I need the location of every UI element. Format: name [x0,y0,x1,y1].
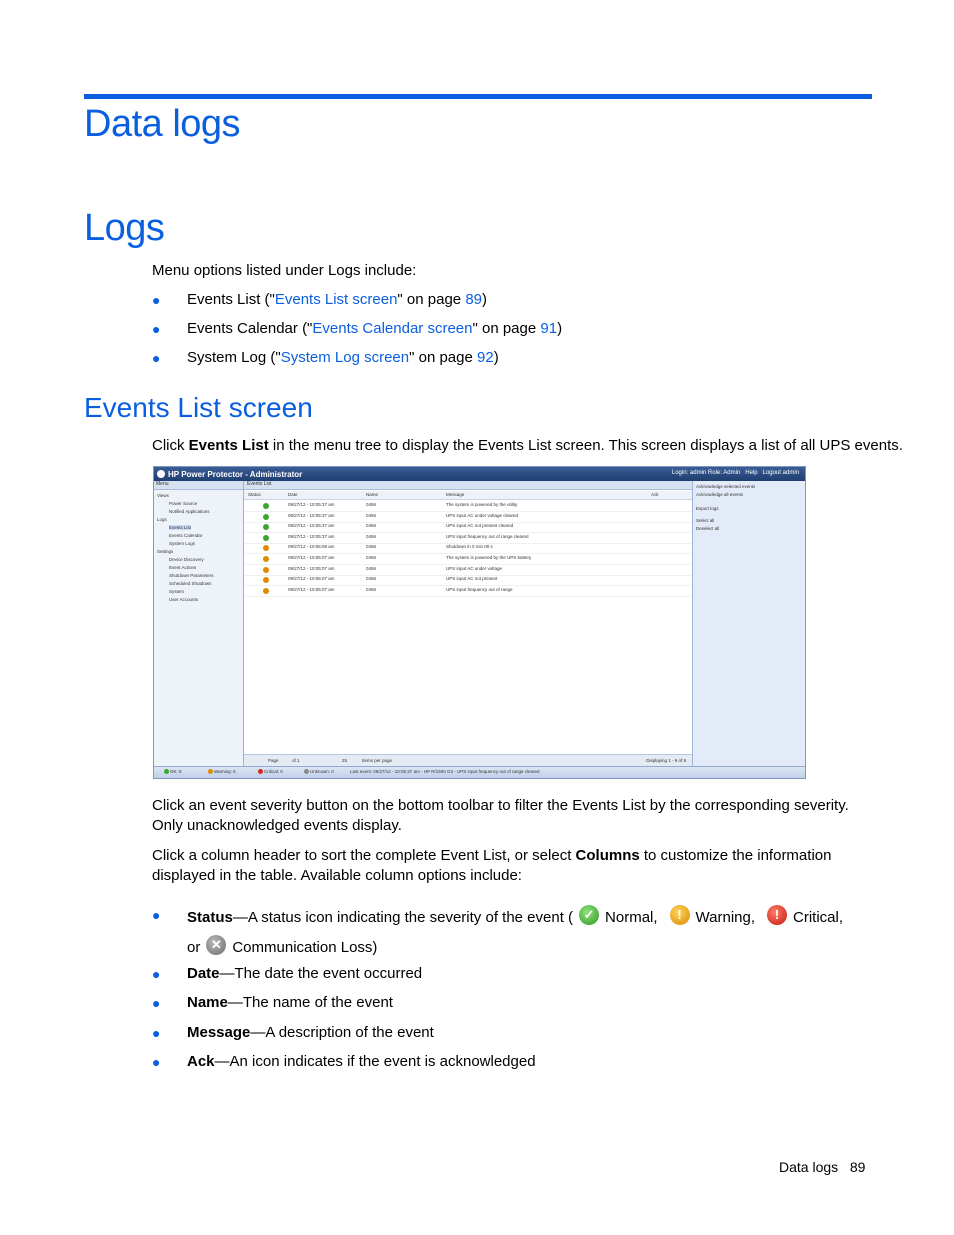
event-status-icon [263,524,269,530]
bullet-icon: ● [152,321,161,337]
event-name: 0456 [366,533,377,539]
tree-item: User Accounts [169,597,199,602]
event-date: 09/27/12 - 10:05:37 am [288,502,335,507]
event-name: 0456 [366,523,377,529]
tree-item: Power Source [169,501,198,506]
status-toolbar [154,766,805,778]
page-link[interactable]: 89 [465,291,482,308]
event-msg: UPS input AC under voltage cleared [446,512,519,518]
action-item: Select all [696,518,715,523]
event-name: 0456 [366,512,377,518]
event-msg: The system is powered by the utility [446,502,518,507]
column-header: Status [248,492,261,497]
column-header: Date [288,492,298,497]
action-item: Export logs [696,506,719,511]
bullet-icon: ● [152,1054,161,1070]
column-header: Name [366,492,379,497]
event-name: 0456 [366,502,377,507]
warning-filter-button: Warning: 5 [208,769,236,776]
event-status-icon [263,577,269,583]
event-date: 09/27/12 - 10:05:37 am [288,533,335,539]
event-date: 09/27/12 - 10:05:07 am [288,576,335,582]
column-headers [244,491,692,500]
tree-item: System Logs [169,541,196,546]
event-msg: Shutdown in 0 min 00 s [446,544,493,550]
page-title: Data logs [84,103,241,145]
action-item: Acknowledge all events [696,492,744,497]
comm-loss-status-icon: ✕ [206,935,226,955]
event-msg: UPS input frequency out of range cleared [446,533,529,539]
event-status-icon [263,588,269,594]
tree-item: Views [157,493,169,498]
page-link[interactable]: 91 [540,320,558,337]
event-row [244,522,692,533]
tree-item: System [169,589,185,594]
click-paragraph: Click Events List in the menu tree to display the Events List screen. This screen displays a list of all UPS events. [152,437,903,454]
event-date: 09/27/12 - 10:05:07 am [288,565,335,571]
event-name: 0456 [366,586,377,592]
column-header: Message [446,492,465,497]
event-msg: UPS input AC under voltage [446,565,503,571]
event-row [244,501,692,512]
event-name: 0456 [366,544,377,550]
login-info: Login: admin Role: Admin Help Logout admin [671,470,799,476]
app-title: HP Power Protector - Administrator [168,470,303,479]
event-status-icon [263,545,269,551]
section-title: Logs [84,207,165,249]
event-msg: UPS input frequency out of range [446,586,513,592]
event-row [244,575,692,586]
tree-item: Shutdown Parameters [169,573,214,578]
section-link[interactable]: Events Calendar screen [312,320,473,337]
event-status-icon [263,514,269,520]
critical-filter-button: Critical: 0 [258,769,283,776]
tree-item: Scheduled Shutdown [169,581,212,586]
last-event: Last event: 09/27/12 - 10:05:37 am - HP R/1500 G3 - UPS input frequency out of range cleared [350,769,540,774]
app-titlebar [154,467,805,481]
event-status-icon [263,535,269,541]
event-name: 0456 [366,565,377,571]
tree-item: Settings [157,549,174,554]
critical-status-icon: ! [767,905,787,925]
page-link[interactable]: 92 [477,349,494,366]
event-date: 09/27/12 - 10:05:07 am [288,586,335,592]
bullet-icon: ● [152,292,161,308]
event-date: 09/27/12 - 10:05:37 am [288,512,335,518]
columns-paragraph: Click a column header to sort the complete Event List, or select Columns to customize the information displayed in the table. Available column options include: [152,847,832,884]
tree-item: Events List [169,525,192,530]
event-msg: UPS input AC not present cleared [446,523,514,529]
tree-item: Logs [157,517,167,522]
event-row [244,512,692,523]
events-panel-header: Events List [244,481,692,490]
normal-status-icon: ✓ [579,905,599,925]
events-list-screenshot [153,466,806,779]
event-name: 0456 [366,555,377,560]
ok-filter-button: OK: 9 [164,769,182,776]
event-status-icon [263,556,269,562]
warning-status-icon: ! [670,905,690,925]
tree-item: Event Actions [169,565,197,570]
section-link[interactable]: System Log screen [280,349,410,366]
section-link[interactable]: Events List screen [274,291,398,308]
unknown-filter-button: Unknown: 0 [304,769,334,776]
event-date: 09/27/12 - 10:05:37 am [288,523,335,529]
severity-paragraph: Click an event severity button on the bottom toolbar to filter the Events List by the corresponding severity. Only unacknowledged events display. [152,797,849,834]
hp-logo-icon [157,470,165,478]
column-header: Ack [651,492,659,497]
event-row [244,543,692,554]
event-row [244,533,692,544]
intro-text: Menu options listed under Logs include: [152,262,417,279]
action-item: Acknowledge selected events [696,484,756,489]
event-date: 09/27/12 - 10:05:07 am [288,555,335,560]
header-rule [84,94,872,99]
bullet-icon: ● [152,995,161,1011]
event-msg: The system is powered by the UPS battery [446,555,532,560]
pager: Page of 1 25 Items per page Displaying 1 - 9 of 9 [244,754,692,767]
action-item: Deselect all [696,526,720,531]
event-row [244,586,692,597]
bullet-icon: ● [152,907,161,923]
event-row [244,554,692,565]
menu-tree-header: Menu [154,481,243,490]
event-status-icon [263,503,269,509]
menu-tree [154,481,244,767]
event-status-icon [263,567,269,573]
tree-item: Device Discovery [169,557,204,562]
event-row [244,565,692,576]
bullet-icon: ● [152,1025,161,1041]
tree-item: Notified Applications [169,509,210,514]
event-date: 09/27/12 - 10:05:08 am [288,544,335,550]
tree-item: Events Calendar [169,533,203,538]
event-name: 0456 [366,576,377,582]
event-msg: UPS input AC not present [446,576,498,582]
bullet-icon: ● [152,966,161,982]
bullet-icon: ● [152,350,161,366]
page-footer: Data logs 89 [779,1159,866,1175]
events-panel [244,481,693,767]
subsection-title: Events List screen [84,392,313,423]
actions-panel [693,481,805,767]
